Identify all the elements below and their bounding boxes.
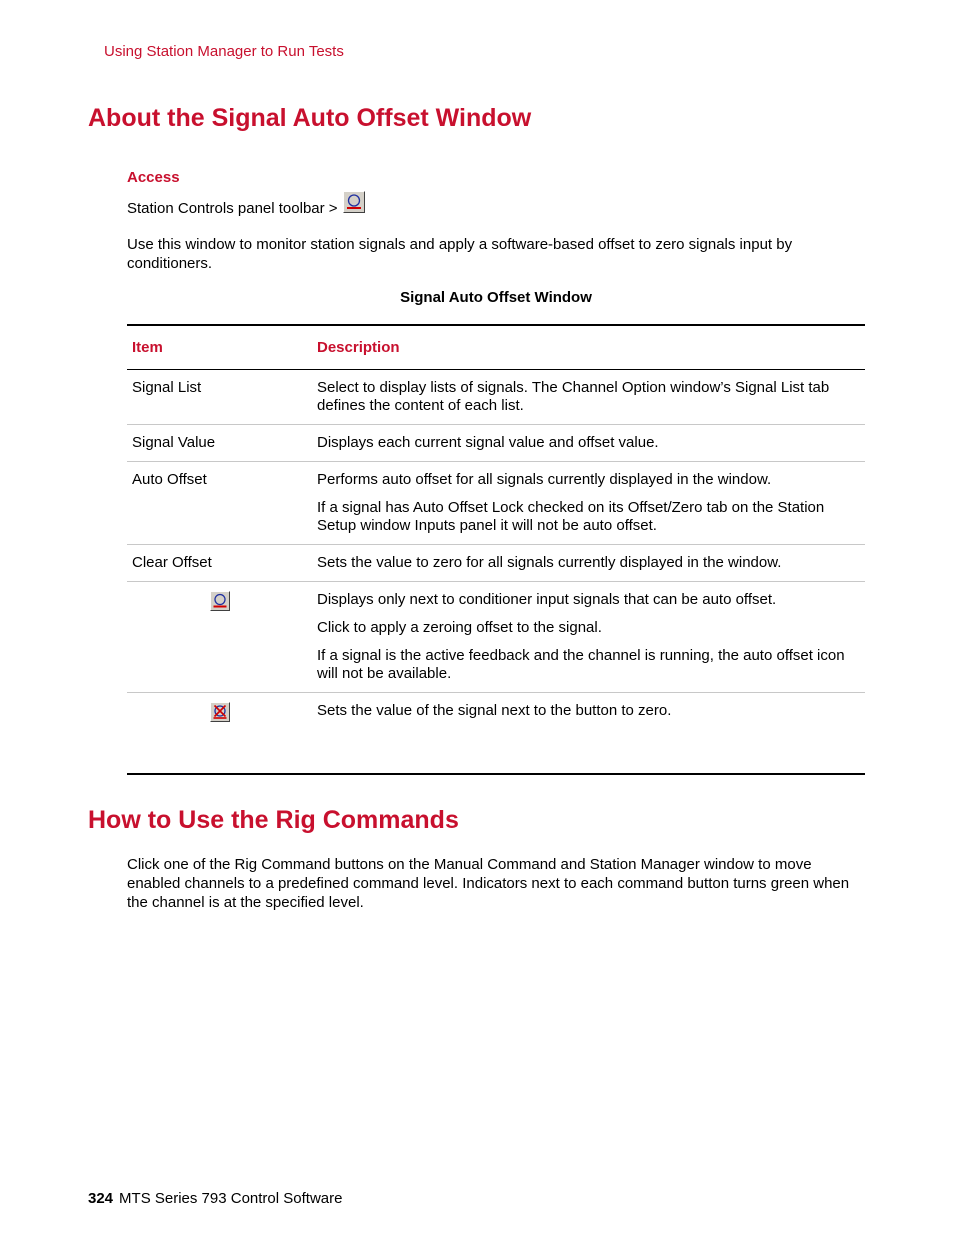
description-text: Select to display lists of signals. The Channel Option window’s Signal List tab defines the content of each list. <box>317 379 830 414</box>
table-row <box>127 693 865 774</box>
description-text: Sets the value to zero for all signals currently displayed in the window. <box>317 554 782 571</box>
row-item-icon-cell <box>127 582 312 693</box>
row-item: Signal List <box>132 379 202 396</box>
description-text: If a signal is the active feedback and the channel is running, the auto offset icon will not be available. <box>317 647 845 682</box>
section-title-signal-auto-offset: About the Signal Auto Offset Window <box>88 104 532 132</box>
table-row <box>127 370 865 425</box>
description-text: Performs auto offset for all signals currently displayed in the window. <box>317 471 772 488</box>
auto-offset-icon <box>343 191 365 217</box>
table-row <box>127 462 865 545</box>
row-description <box>312 462 865 545</box>
intro-paragraph: Use this window to monitor station signals and apply a software-based offset to zero signals input by conditioners. <box>127 236 793 272</box>
table-caption: Signal Auto Offset Window <box>400 289 592 306</box>
table-row <box>127 545 865 582</box>
row-description <box>312 582 865 693</box>
row-description <box>312 370 865 425</box>
running-header: Using Station Manager to Run Tests <box>104 43 344 60</box>
page-footer <box>88 1190 342 1207</box>
column-header-description: Description <box>317 339 400 356</box>
row-item: Signal Value <box>132 434 216 451</box>
row-description <box>312 545 865 582</box>
table-row <box>127 582 865 693</box>
row-description <box>312 425 865 462</box>
row-item: Clear Offset <box>132 554 212 571</box>
access-label: Access <box>127 169 180 186</box>
access-path <box>127 200 365 217</box>
table-header-row <box>127 325 865 370</box>
auto-offset-icon <box>210 591 230 611</box>
rig-commands-paragraph: Click one of the Rig Command buttons on the Manual Command and Station Manager window to move enabled channels to a predefined command level. Indicators next to each command button turns green when the channel is at the specified level. <box>127 856 850 911</box>
description-text: Sets the value of the signal next to the button to zero. <box>317 702 672 719</box>
access-path-text: Station Controls panel toolbar > <box>127 200 338 217</box>
row-item-icon-cell <box>127 693 312 774</box>
row-description <box>312 693 865 774</box>
description-text: Displays only next to conditioner input signals that can be auto offset. <box>317 591 777 608</box>
column-header-item: Item <box>132 339 163 356</box>
page-number: 324 <box>88 1190 114 1207</box>
clear-offset-icon <box>210 702 230 722</box>
signal-auto-offset-table <box>127 324 865 775</box>
description-text: If a signal has Auto Offset Lock checked on its Offset/Zero tab on the Station Setup window Inputs panel it will not be auto offset. <box>317 499 825 534</box>
section-title-rig-commands: How to Use the Rig Commands <box>88 806 459 834</box>
table-row <box>127 425 865 462</box>
description-text: Displays each current signal value and offset value. <box>317 434 659 451</box>
row-item: Auto Offset <box>132 471 207 488</box>
document-title: MTS Series 793 Control Software <box>119 1190 343 1207</box>
description-text: Click to apply a zeroing offset to the signal. <box>317 619 602 636</box>
